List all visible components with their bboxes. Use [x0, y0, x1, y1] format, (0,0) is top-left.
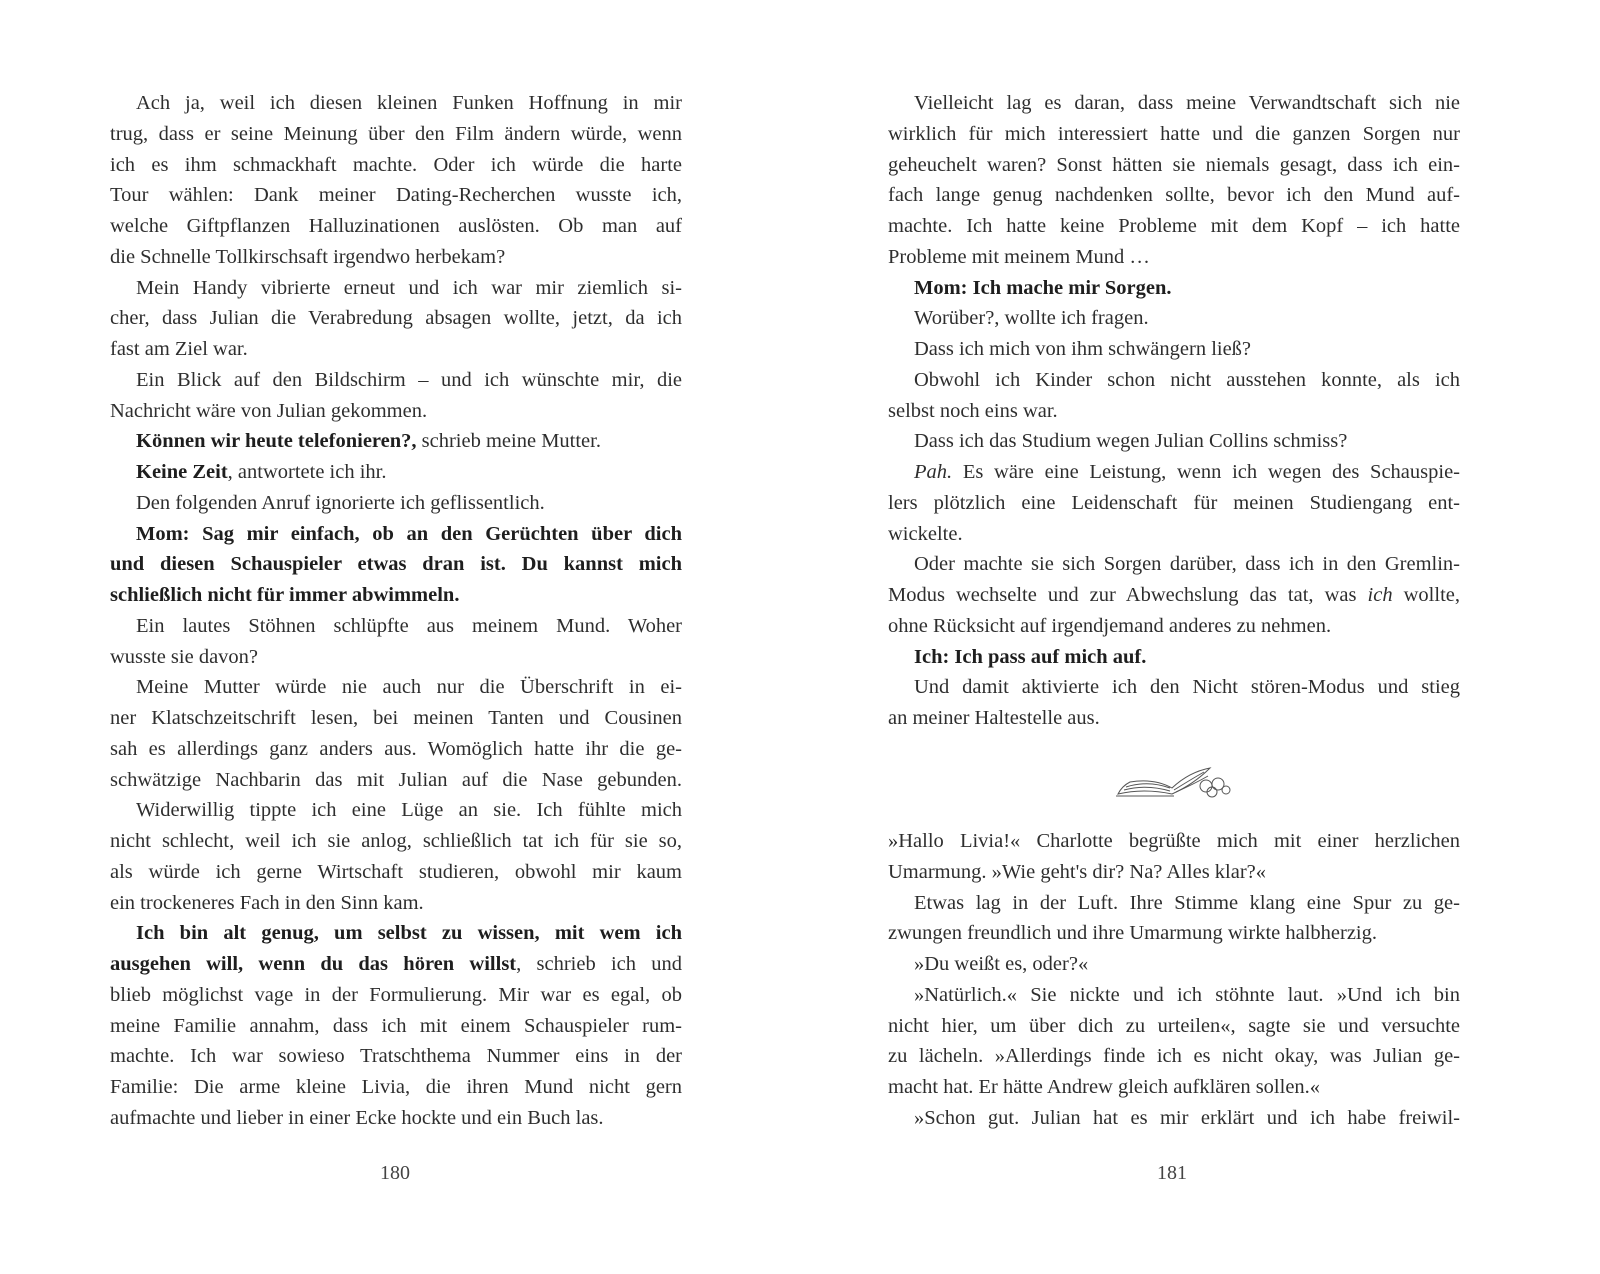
text-line — [888, 242, 1460, 273]
text-line — [888, 826, 1460, 857]
text-line — [110, 580, 682, 611]
text-run: »Schon gut. Julian hat es mir erklärt und ich habe freiwil- — [914, 1106, 1460, 1129]
text-run: nicht hier, um über dich zu urteilen«, sagte sie und versuchte — [888, 1014, 1460, 1037]
text-run: Obwohl ich Kinder schon nicht ausstehen konnte, als ich — [914, 368, 1460, 391]
text-line — [110, 273, 682, 304]
text-line — [888, 211, 1460, 242]
text-line — [888, 980, 1460, 1011]
text-run: an meiner Haltestelle aus. — [888, 707, 1100, 729]
text-line — [888, 365, 1460, 396]
bold-text-run: Ich: Ich pass auf mich auf. — [914, 645, 1147, 668]
bold-text-run: schließlich nicht für immer abwimmeln. — [110, 584, 460, 606]
text-run: macht hat. Er hätte Andrew gleich aufklären sollen.« — [888, 1076, 1321, 1098]
text-run: ich es ihm schmackhaft machte. Oder ich würde die harte — [110, 153, 682, 176]
text-line — [110, 888, 682, 919]
text-run: machte. Ich war sowieso Tratschthema Nummer eins in der — [110, 1045, 682, 1068]
text-run: ohne Rücksicht auf irgendjemand anderes zu nehmen. — [888, 614, 1332, 637]
text-line — [110, 765, 682, 796]
text-line — [110, 365, 682, 396]
text-line — [110, 242, 682, 273]
page-number: 180 — [380, 1162, 410, 1184]
text-run: Dass ich das Studium wegen Julian Collins schmiss? — [914, 430, 1348, 453]
text-line — [888, 580, 1460, 611]
text-line — [110, 396, 682, 427]
text-line — [888, 949, 1460, 980]
text-run: fast am Ziel war. — [110, 338, 248, 360]
text-line — [110, 334, 682, 365]
text-line — [110, 1072, 682, 1103]
text-line — [110, 857, 682, 888]
text-line — [888, 888, 1460, 919]
italic-text-run: ich — [1367, 584, 1393, 606]
text-run: Dass ich mich von ihm schwängern ließ? — [914, 338, 1252, 360]
text-line — [888, 396, 1460, 427]
text-line — [888, 180, 1460, 211]
text-line — [110, 457, 682, 488]
right-page-body — [888, 88, 1460, 1134]
text-run: »Natürlich.« Sie nickte und ich stöhnte laut. »Und ich bin — [914, 983, 1460, 1006]
text-run: Worüber?, wollte ich fragen. — [914, 307, 1149, 330]
text-run: »Du weißt es, oder?« — [914, 953, 1089, 975]
text-line — [888, 1072, 1460, 1103]
bold-text-run: Können wir heute telefonieren?, — [136, 430, 417, 453]
text-run: Ein lautes Stöhnen schlüpfte aus meinem Mund. Woher — [136, 614, 682, 637]
text-line — [110, 795, 682, 826]
text-line — [110, 119, 682, 150]
text-line — [110, 303, 682, 334]
text-line — [888, 918, 1460, 949]
text-run: , antwortete ich ihr. — [227, 461, 387, 483]
bold-text-run: Mom: Ich mache mir Sorgen. — [914, 276, 1172, 299]
text-run: welche Giftpflanzen Halluzinationen auslösten. Ob man auf — [110, 215, 682, 237]
text-run: zwungen freundlich und ihre Umarmung wirkte halbherzig. — [888, 922, 1377, 945]
open-book-with-orchids-icon — [1114, 758, 1234, 800]
bold-text-run: Keine Zeit — [136, 461, 228, 483]
text-line — [888, 88, 1460, 119]
text-line — [888, 549, 1460, 580]
text-run: wirklich für mich interessiert hatte und die ganzen Sorgen nur — [888, 122, 1460, 145]
text-run: lers plötzlich eine Leidenschaft für meinen Studiengang ent- — [888, 491, 1460, 514]
text-run: wusste sie davon? — [110, 645, 259, 668]
text-run: schwätzige Nachbarin das mit Julian auf die Nase gebunden. — [110, 768, 682, 791]
text-run: wollte, — [1392, 584, 1460, 606]
text-line — [110, 426, 682, 457]
text-run: Ein Blick auf den Bildschirm – und ich wünschte mir, die — [136, 368, 682, 391]
text-run: Etwas lag in der Luft. Ihre Stimme klang eine Spur zu ge- — [914, 891, 1460, 914]
text-line — [110, 980, 682, 1011]
text-run: Modus wechselte und zur Abwechslung das tat, was — [888, 584, 1368, 606]
text-run: meine Familie annahm, dass ich mit einem Schauspieler rum- — [110, 1014, 682, 1037]
text-run: Vielleicht lag es daran, dass meine Verwandtschaft sich nie — [914, 92, 1460, 114]
text-line — [110, 1103, 682, 1134]
text-run: aufmachte und lieber in einer Ecke hockte und ein Buch las. — [110, 1106, 604, 1129]
text-line — [888, 457, 1460, 488]
text-run: Mein Handy vibrierte erneut und ich war mir ziemlich si- — [136, 276, 682, 299]
text-run: Oder machte sie sich Sorgen darüber, dass ich in den Gremlin- — [914, 553, 1460, 576]
page-number: 181 — [1157, 1162, 1187, 1184]
text-run: zu lächeln. »Allerdings finde ich es nicht okay, was Julian ge- — [888, 1045, 1460, 1068]
text-run: Nachricht wäre von Julian gekommen. — [110, 399, 428, 422]
text-run: die Schnelle Tollkirschsaft irgendwo herbekam? — [110, 245, 506, 268]
text-line — [888, 303, 1460, 334]
text-line — [888, 119, 1460, 150]
text-line — [110, 1041, 682, 1072]
text-run: sah es allerdings ganz anders aus. Womöglich hatte ihr die ge- — [110, 737, 682, 760]
text-line — [110, 672, 682, 703]
bold-text-run: Mom: Sag mir einfach, ob an den Gerüchten über dich — [136, 522, 682, 545]
text-run: Widerwillig tippte ich eine Lüge an sie. Ich fühlte mich — [136, 799, 682, 822]
text-line — [110, 826, 682, 857]
italic-text-run: Pah. — [914, 461, 953, 483]
text-run: Familie: Die arme kleine Livia, die ihren Mund nicht gern — [110, 1076, 682, 1098]
text-line — [110, 180, 682, 211]
text-line — [888, 150, 1460, 181]
text-line — [110, 918, 682, 949]
text-line — [110, 949, 682, 980]
text-run: Und damit aktivierte ich den Nicht stören-Modus und stieg — [914, 676, 1460, 699]
text-run: cher, dass Julian die Verabredung absagen wollte, jetzt, da ich — [110, 307, 682, 330]
text-line — [110, 488, 682, 519]
text-line — [110, 150, 682, 181]
text-line — [888, 1041, 1460, 1072]
text-run: schrieb meine Mutter. — [416, 430, 601, 453]
text-run: selbst noch eins war. — [888, 399, 1058, 422]
text-line — [110, 211, 682, 242]
text-line — [110, 88, 682, 119]
text-line — [110, 1011, 682, 1042]
text-run: Tour wählen: Dank meiner Dating-Recherchen wusste ich, — [110, 184, 682, 207]
text-line — [110, 734, 682, 765]
text-line — [888, 703, 1460, 734]
text-run: , schrieb ich und — [516, 953, 682, 975]
text-run: Meine Mutter würde nie auch nur die Überschrift in ei- — [136, 676, 682, 699]
text-run: als würde ich gerne Wirtschaft studieren, obwohl mir kaum — [110, 860, 682, 883]
text-run: nicht schlecht, weil ich sie anlog, schließlich tat ich für sie so, — [110, 830, 682, 852]
text-run: »Hallo Livia!« Charlotte begrüßte mich mit einer herzlichen — [888, 830, 1460, 852]
text-line — [888, 488, 1460, 519]
text-run: ein trockeneres Fach in den Sinn kam. — [110, 891, 424, 914]
text-line — [888, 1011, 1460, 1042]
text-line — [888, 611, 1460, 642]
text-line — [110, 549, 682, 580]
text-run: trug, dass er seine Meinung über den Film ändern würde, wenn — [110, 122, 682, 145]
text-run: Probleme mit meinem Mund … — [888, 245, 1150, 268]
text-line — [888, 642, 1460, 673]
text-run: Umarmung. »Wie geht's dir? Na? Alles klar?« — [888, 860, 1267, 883]
bold-text-run: Ich bin alt genug, um selbst zu wissen, mit wem ich — [136, 922, 682, 945]
text-run: fach lange genug nachdenken sollte, bevor ich den Mund auf- — [888, 184, 1460, 207]
text-line — [110, 642, 682, 673]
text-line — [888, 672, 1460, 703]
text-run: blieb möglichst vage in der Formulierung. Mir war es egal, ob — [110, 983, 682, 1006]
text-line — [888, 426, 1460, 457]
bold-text-run: und diesen Schauspieler etwas dran ist. Du kannst mich — [110, 553, 682, 576]
text-run: geheuchelt waren? Sonst hätten sie niemals gesagt, dass ich ein- — [888, 153, 1460, 176]
text-run: ner Klatschzeitschrift lesen, bei meinen Tanten und Cousinen — [110, 707, 682, 729]
text-run: Ach ja, weil ich diesen kleinen Funken Hoffnung in mir — [136, 92, 682, 114]
text-run: Den folgenden Anruf ignorierte ich geflissentlich. — [136, 491, 545, 514]
text-run: machte. Ich hatte keine Probleme mit dem Kopf – ich hatte — [888, 215, 1460, 237]
text-line — [888, 1103, 1460, 1134]
text-run: wickelte. — [888, 522, 963, 545]
text-run: Es wäre eine Leistung, wenn ich wegen des Schauspie- — [952, 461, 1460, 483]
left-page-body — [110, 88, 682, 1134]
text-line — [888, 334, 1460, 365]
text-line — [888, 273, 1460, 304]
text-line — [888, 519, 1460, 550]
bold-text-run: ausgehen will, wenn du das hören willst — [110, 953, 517, 975]
text-line — [110, 703, 682, 734]
text-line — [110, 611, 682, 642]
text-line — [888, 857, 1460, 888]
text-line — [110, 519, 682, 550]
